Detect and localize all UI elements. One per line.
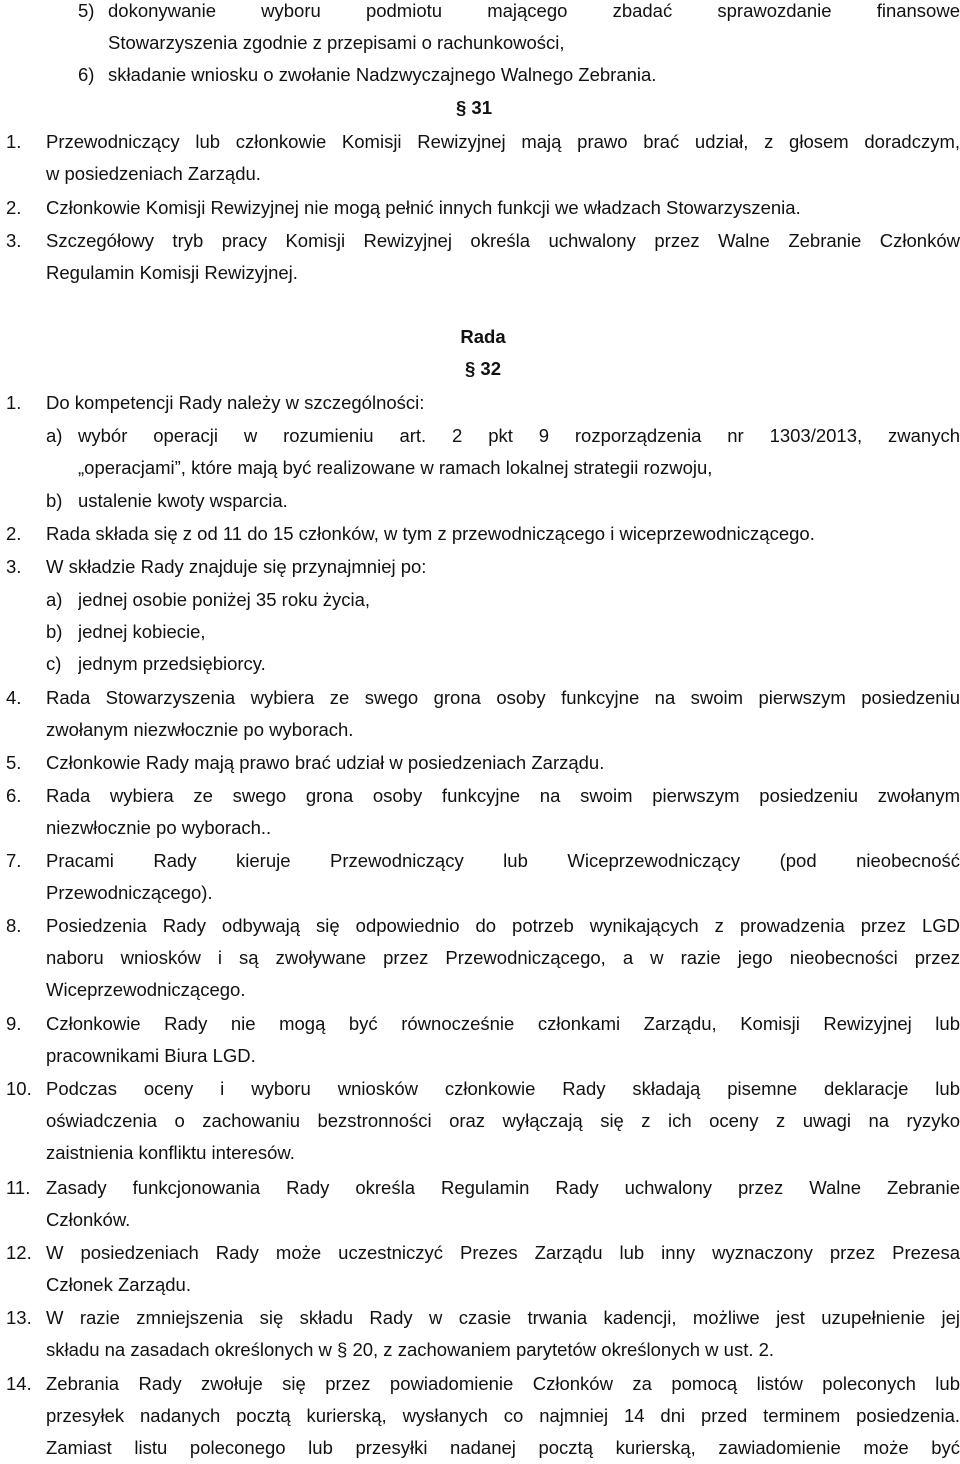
list-number: 14.: [6, 1373, 32, 1394]
sublist-label: a): [46, 589, 63, 610]
paragraph-line: naboru wniosków i są zwoływane przez Przewodniczącego, a w razie jego nieobecności przez: [46, 947, 960, 968]
paragraph-line: Pracami Rady kieruje Przewodniczący lub Wiceprzewodniczący (pod nieobecność: [46, 850, 960, 871]
paragraph-line: Rada składa się z od 11 do 15 członków, w tym z przewodniczącego i wiceprzewodniczącego.: [46, 523, 815, 544]
list-number: 4.: [6, 687, 22, 708]
paragraph-line: Rada Stowarzyszenia wybiera ze swego grona osoby funkcyjne na swoim pierwszym posiedzeniu: [46, 687, 960, 708]
list-number: 9.: [6, 1013, 22, 1034]
sublist-label: a): [46, 425, 63, 446]
list-number: 12.: [6, 1242, 32, 1263]
paragraph-line: Wiceprzewodniczącego.: [46, 979, 246, 1000]
list-number: 6): [78, 64, 95, 85]
list-number: 5.: [6, 752, 22, 773]
paragraph-line: pracownikami Biura LGD.: [46, 1045, 256, 1066]
paragraph-line: W składzie Rady znajduje się przynajmniej po:: [46, 556, 427, 577]
paragraph-line: Członkowie Rady mają prawo brać udział w posiedzeniach Zarządu.: [46, 752, 605, 773]
list-number: 13.: [6, 1307, 32, 1328]
section-mark-32: § 32: [464, 358, 501, 379]
paragraph-line: Członkowie Rady nie mogą być równocześnie członkami Zarządu, Komisji Rewizyjnej lub: [46, 1013, 960, 1034]
paragraph-line: Członkowie Komisji Rewizyjnej nie mogą pełnić innych funkcji we władzach Stowarzyszenia.: [46, 197, 801, 218]
list-number: 11.: [6, 1177, 31, 1198]
paragraph-line: Stowarzyszenia zgodnie z przepisami o rachunkowości,: [108, 32, 565, 53]
paragraph-line: „operacjami”, które mają być realizowane w ramach lokalnej strategii rozwoju,: [78, 457, 713, 478]
paragraph-line: W razie zmniejszenia się składu Rady w czasie trwania kadencji, możliwe jest uzupełnienie jej: [46, 1307, 960, 1328]
list-number: 3.: [6, 230, 22, 251]
list-number: 1.: [6, 131, 22, 152]
paragraph-line: Członek Zarządu.: [46, 1274, 191, 1295]
paragraph-line: wybór operacji w rozumieniu art. 2 pkt 9 rozporządzenia nr 1303/2013, zwanych: [78, 425, 960, 446]
paragraph-line: ustalenie kwoty wsparcia.: [78, 490, 288, 511]
section-title-rada: Rada: [460, 326, 506, 347]
list-number: 2.: [6, 197, 22, 218]
paragraph-line: Zamiast listu poleconego lub przesyłki nadanej pocztą kurierską, zawiadomienie może być: [46, 1437, 960, 1458]
list-number: 3.: [6, 556, 22, 577]
section-mark-31: § 31: [455, 97, 492, 118]
paragraph-line: składanie wniosku o zwołanie Nadzwyczajnego Walnego Zebrania.: [108, 64, 657, 85]
paragraph-line: Zasady funkcjonowania Rady określa Regulamin Rady uchwalony przez Walne Zebranie: [46, 1177, 960, 1198]
sublist-label: b): [46, 490, 63, 511]
paragraph-line: Podczas oceny i wyboru wniosków członkowie Rady składają pisemne deklaracje lub: [46, 1078, 960, 1099]
paragraph-line: jednej osobie poniżej 35 roku życia,: [78, 589, 371, 610]
sublist-label: c): [46, 653, 62, 674]
paragraph-line: Przewodniczący lub członkowie Komisji Rewizyjnej mają prawo brać udział, z głosem doradczym,: [46, 131, 960, 152]
paragraph-line: niezwłocznie po wyborach..: [46, 817, 272, 838]
paragraph-line: zwołanym niezwłocznie po wyborach.: [46, 719, 354, 740]
paragraph-line: Regulamin Komisji Rewizyjnej.: [46, 262, 298, 283]
list-number: 1.: [6, 392, 22, 413]
paragraph-line: Członków.: [46, 1209, 131, 1230]
paragraph-line: dokonywanie wyboru podmiotu mającego zbadać sprawozdanie finansowe: [108, 0, 960, 21]
paragraph-line: Posiedzenia Rady odbywają się odpowiednio do potrzeb wynikających z prowadzenia przez LGD: [46, 915, 960, 936]
sublist-label: b): [46, 621, 63, 642]
paragraph-line: jednej kobiecie,: [78, 621, 206, 642]
list-number: 7.: [6, 850, 22, 871]
paragraph-line: Rada wybiera ze swego grona osoby funkcyjne na swoim pierwszym posiedzeniu zwołanym: [46, 785, 960, 806]
list-number: 2.: [6, 523, 22, 544]
paragraph-line: Przewodniczącego).: [46, 882, 213, 903]
list-number: 5): [78, 0, 95, 21]
list-number: 6.: [6, 785, 22, 806]
list-number: 10.: [6, 1078, 32, 1099]
paragraph-line: W posiedzeniach Rady może uczestniczyć Prezes Zarządu lub inny wyznaczony przez Prezesa: [46, 1242, 960, 1263]
paragraph-line: przesyłek nadanych pocztą kurierską, wysłanych co najmniej 14 dni przed terminem posiedzenia.: [46, 1405, 960, 1426]
paragraph-line: jednym przedsiębiorcy.: [78, 653, 266, 674]
paragraph-line: Szczegółowy tryb pracy Komisji Rewizyjnej określa uchwalony przez Walne Zebranie Członków: [46, 230, 960, 251]
paragraph-line: Do kompetencji Rady należy w szczególności:: [46, 392, 425, 413]
paragraph-line: Zebrania Rady zwołuje się przez powiadomienie Członków za pomocą listów poleconych lub: [46, 1373, 960, 1394]
paragraph-line: zaistnienia konfliktu interesów.: [46, 1142, 295, 1163]
list-number: 8.: [6, 915, 22, 936]
paragraph-line: oświadczenia o zachowaniu bezstronności oraz wyłączają się z ich oceny z uwagi na ryzyko: [46, 1110, 960, 1131]
paragraph-line: składu na zasadach określonych w § 20, z zachowaniem parytetów określonych w ust. 2.: [46, 1339, 775, 1360]
paragraph-line: w posiedzeniach Zarządu.: [46, 163, 261, 184]
